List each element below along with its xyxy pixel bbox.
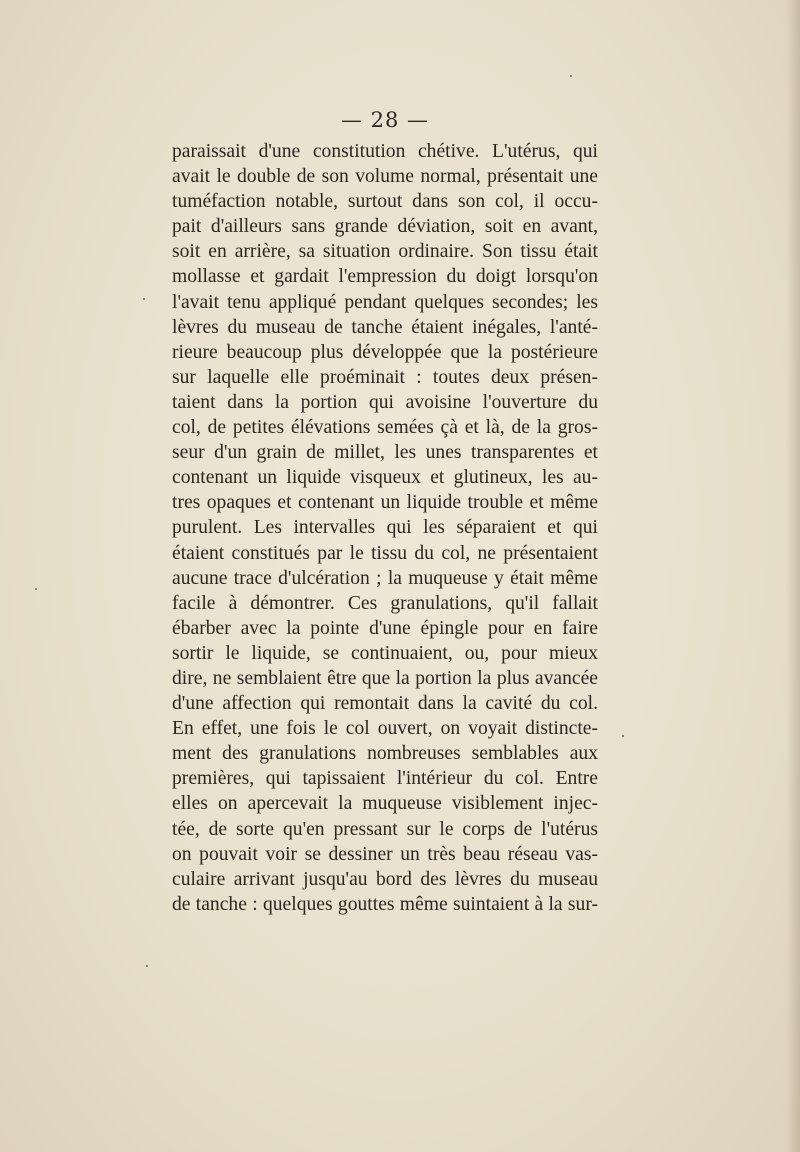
text-line: on pouvait voir se dessiner un très beau réseau vas- [172, 843, 598, 865]
text-line: aucune trace d'ulcération ; la muqueuse y était même [172, 567, 598, 589]
text-line: dire, ne semblaient être que la portion la plus avancée [172, 667, 598, 689]
text-line: taient dans la portion qui avoisine l'ouverture du [172, 391, 598, 413]
text-line: soit en arrière, sa situation ordinaire. Son tissu était [172, 241, 598, 263]
text-line: premières, qui tapissaient l'intérieur du col. Entre [172, 768, 598, 790]
text-line: En effet, une fois le col ouvert, on voyait distincte- [172, 718, 598, 740]
text-line: contenant un liquide visqueux et glutineux, les au- [172, 467, 598, 489]
body-text [172, 139, 598, 917]
page-edge-shadow [786, 0, 800, 1152]
text-line: purulent. Les intervalles qui les séparaient et qui [172, 517, 598, 539]
text-line: paraissait d'une constitution chétive. L'utérus, qui [172, 141, 598, 162]
text-line: seur d'un grain de millet, les unes transparentes et [172, 442, 598, 464]
text-line: ment des granulations nombreuses semblables aux [172, 743, 598, 765]
paper-speck [35, 588, 37, 590]
paper-speck [143, 298, 145, 300]
text-line: rieure beaucoup plus développée que la postérieure [172, 341, 598, 363]
page-number: — 28 — [340, 108, 430, 132]
text-line: pait d'ailleurs sans grande déviation, soit en avant, [172, 216, 598, 238]
text-line: lèvres du museau de tanche étaient inégales, l'anté- [172, 316, 598, 338]
text-line: sur laquelle elle proéminait : toutes deux présen- [172, 366, 598, 388]
text-line: de tanche : quelques gouttes même suintaient à la sur- [172, 893, 598, 915]
paper-speck [570, 75, 572, 77]
paper-speck [622, 735, 624, 737]
paper-speck [146, 965, 148, 967]
text-line: facile à démontrer. Ces granulations, qu'il fallait [172, 592, 598, 614]
text-line: sortir le liquide, se continuaient, ou, pour mieux [172, 642, 598, 664]
text-line: col, de petites élévations semées çà et là, de la gros- [172, 417, 598, 439]
text-line: ébarber avec la pointe d'une épingle pour en faire [172, 617, 598, 639]
text-line: elles on apercevait la muqueuse visiblement injec- [172, 793, 598, 815]
text-line: tres opaques et contenant un liquide trouble et même [172, 492, 598, 514]
text-line: avait le double de son volume normal, présentait une [172, 166, 598, 188]
text-line: tuméfaction notable, surtout dans son col, il occu- [172, 191, 598, 213]
text-line: étaient constitués par le tissu du col, ne présentaient [172, 542, 598, 564]
text-line: mollasse et gardait l'empression du doigt lorsqu'on [172, 266, 598, 288]
text-line: l'avait tenu appliqué pendant quelques secondes; les [172, 291, 598, 313]
text-line: culaire arrivant jusqu'au bord des lèvres du museau [172, 868, 598, 890]
text-line: d'une affection qui remontait dans la cavité du col. [172, 693, 598, 715]
text-line: tée, de sorte qu'en pressant sur le corps de l'utérus [172, 818, 598, 840]
